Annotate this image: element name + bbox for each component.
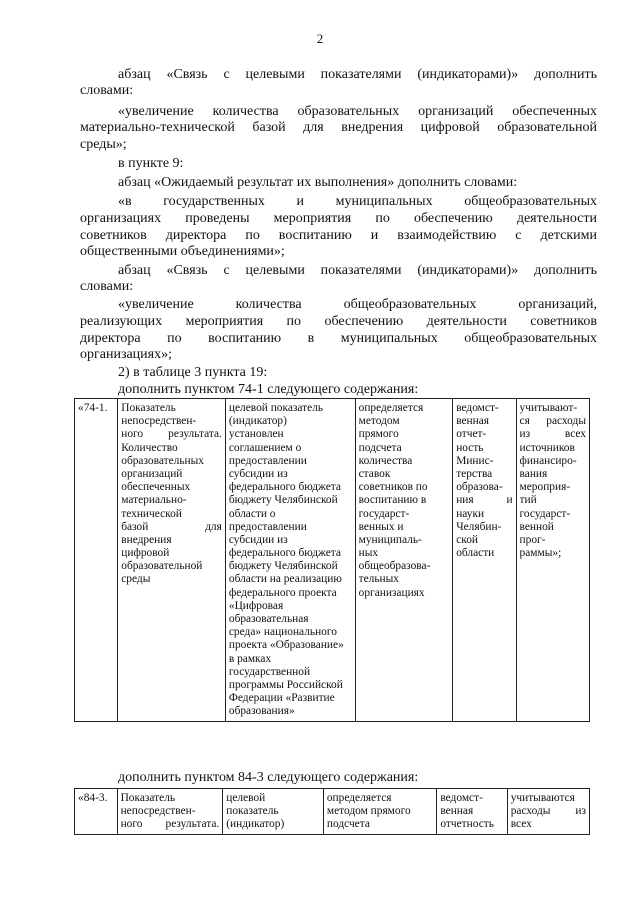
- cell-number: [75, 399, 118, 722]
- cell-line: федерального бюджета: [228, 481, 341, 494]
- cell-line: тий: [519, 494, 537, 507]
- cell-line: цифровой: [121, 547, 170, 560]
- cell-line: тельных: [358, 573, 399, 586]
- cell-line: Показатель: [121, 402, 176, 414]
- cell-line: прог-: [519, 533, 546, 546]
- cell-line: венная: [440, 805, 474, 818]
- cell-line: образовательной: [121, 560, 203, 573]
- text-line: словами:: [80, 279, 134, 294]
- heading-point-84-3: дополнить пунктом 84-3 следующего содержания:: [118, 770, 419, 785]
- cell-line: Федерации «Развитие: [228, 692, 335, 705]
- cell-line: непосредствен-: [120, 805, 196, 818]
- cell-line: бюджету Челябинской: [228, 494, 338, 507]
- table-point-84-3: [74, 788, 590, 835]
- cell-line: отчет-: [456, 428, 487, 441]
- cell-line: муниципаль-: [358, 533, 422, 546]
- cell-line: ного результата.: [120, 818, 220, 831]
- table-row: [75, 789, 590, 835]
- cell-line: учитывают-: [519, 402, 578, 414]
- cell-line: количества: [358, 454, 413, 467]
- page-number: 2: [316, 31, 324, 46]
- cell-line: среды: [121, 573, 151, 586]
- cell-line: предоставлении: [228, 520, 307, 533]
- cell-line: ния и: [456, 494, 513, 507]
- cell-line: отчетность: [440, 818, 494, 831]
- cell-line: науки: [456, 507, 485, 520]
- cell-line: в рамках: [228, 652, 272, 665]
- cell-line: ской: [456, 533, 478, 546]
- cell-line: области о: [228, 507, 276, 520]
- cell-line: государственной: [228, 665, 311, 678]
- text-line: организациях проведены мероприятия по обеспечению деятельности: [80, 211, 597, 226]
- table-row: [75, 399, 590, 722]
- cell-line: области на реализацию: [228, 573, 342, 586]
- cell-line: раммы»;: [519, 547, 562, 560]
- cell-line: программы Российской: [228, 678, 343, 691]
- cell-line: организациях: [358, 586, 425, 599]
- text-line: «увеличение количества образовательных организаций обеспеченных: [118, 104, 597, 119]
- cell-calc-method: [355, 399, 453, 722]
- cell-line: прямого: [358, 428, 399, 441]
- cell-line: субсидии из: [228, 533, 288, 546]
- cell-indicator-source: [225, 399, 355, 722]
- cell-line: Показатель: [120, 792, 176, 804]
- cell-line: воспитанию в: [358, 494, 427, 507]
- cell-line: целевой: [226, 792, 266, 804]
- cell-line: вания: [519, 467, 548, 480]
- cell-line: образовательная: [228, 613, 309, 625]
- text-line: реализующих мероприятия по обеспечению деятельности советников: [80, 314, 597, 329]
- cell-line: показатель: [226, 805, 279, 818]
- cell-line: Количество: [121, 441, 178, 454]
- text-line: в пункте 9:: [118, 156, 184, 171]
- cell-line: установлен: [228, 428, 284, 441]
- cell-line: учитываются: [510, 792, 575, 804]
- cell-line: федерального проекта: [228, 586, 337, 599]
- cell-line: ных: [358, 547, 379, 560]
- cell-line: методом прямого: [326, 805, 411, 818]
- cell-line: Челябин-: [456, 520, 502, 533]
- cell-indicator-name: [117, 789, 223, 835]
- cell-note: [516, 399, 589, 722]
- text-line: 2) в таблице 3 пункта 19:: [118, 365, 268, 380]
- cell-line: ность: [456, 441, 484, 454]
- text-line: словами:: [80, 83, 134, 98]
- text-line: советников директора по воспитанию и взаимодействию с детскими: [80, 228, 597, 243]
- cell-calc-method: [323, 789, 436, 835]
- cell-line: базой для: [121, 520, 222, 533]
- cell-line: предоставлении: [228, 454, 307, 467]
- cell-line: методом: [358, 415, 400, 428]
- cell-line: проекта «Образование»: [228, 639, 344, 652]
- cell-line: образова-: [456, 481, 503, 494]
- cell-line: внедрения: [121, 533, 172, 546]
- cell-line: федерального бюджета: [228, 547, 341, 560]
- cell-line: субсидии из: [228, 467, 288, 480]
- text-line: материально-технической базой для внедрения цифровой образовательной: [80, 120, 597, 135]
- text-line: среды»;: [80, 137, 127, 152]
- text-line: абзац «Ожидаемый результат их выполнения» дополнить словами:: [118, 175, 518, 190]
- cell-line: непосредствен-: [121, 415, 197, 428]
- text-line: организациях»;: [80, 347, 172, 362]
- cell-line: государст-: [519, 507, 571, 520]
- cell-line: области: [456, 547, 495, 560]
- cell-line: из всех: [519, 428, 586, 441]
- cell-line: расходы из: [510, 805, 586, 818]
- table-point-74-1: [74, 398, 590, 722]
- text-line: абзац «Связь с целевыми показателями (индикаторами)» дополнить: [118, 263, 597, 278]
- cell-line: подсчета: [326, 818, 370, 831]
- cell-line: венная: [456, 415, 490, 428]
- cell-line: источников: [519, 441, 575, 454]
- text-line: общественными объединениями»;: [80, 244, 285, 259]
- cell-line: обеспеченных: [121, 481, 191, 494]
- cell-line: всех: [510, 818, 532, 831]
- cell-indicator-name: [118, 399, 226, 722]
- cell-line: подсчета: [358, 441, 402, 454]
- cell-indicator-source: [223, 789, 324, 835]
- cell-line: целевой показатель: [228, 402, 324, 414]
- cell-line: ведомст-: [440, 792, 483, 804]
- cell-line: советников по: [358, 481, 428, 494]
- cell-line: «Цифровая: [228, 599, 284, 612]
- cell-note: [507, 789, 589, 835]
- cell-line: мероприя-: [519, 481, 571, 494]
- cell-line: венной: [519, 520, 554, 533]
- cell-line: определяется: [326, 792, 392, 804]
- text-line: «увеличение количества общеобразовательных организаций,: [118, 297, 597, 312]
- cell-report-source: [437, 789, 507, 835]
- cell-line: «74-1.: [78, 402, 108, 414]
- cell-report-source: [453, 399, 516, 722]
- cell-line: (индикатор): [226, 818, 285, 831]
- cell-line: определяется: [358, 402, 424, 414]
- cell-line: Минис-: [456, 454, 494, 467]
- cell-number: [75, 789, 118, 835]
- cell-line: «84-3.: [78, 792, 108, 804]
- cell-line: среда» национального: [228, 626, 337, 639]
- cell-line: соглашением о: [228, 441, 302, 454]
- cell-line: бюджету Челябинской: [228, 560, 338, 573]
- cell-line: (индикатор): [228, 415, 287, 428]
- cell-line: технической: [121, 507, 182, 520]
- cell-line: ставок: [358, 467, 391, 480]
- cell-line: терства: [456, 467, 493, 480]
- cell-line: государст-: [358, 507, 410, 520]
- cell-line: ного результата.: [121, 428, 222, 441]
- text-line: «в государственных и муниципальных общеобразовательных: [118, 194, 597, 209]
- cell-line: ведомст-: [456, 402, 499, 414]
- cell-line: образования»: [228, 705, 295, 718]
- cell-line: ся расходы: [519, 415, 586, 428]
- cell-line: общеобразова-: [358, 560, 431, 573]
- cell-line: организаций: [121, 467, 183, 480]
- text-line: дополнить пунктом 74-1 следующего содержания:: [118, 382, 419, 397]
- cell-line: образовательных: [121, 454, 204, 467]
- text-line: директора по воспитанию в муниципальных общеобразовательных: [80, 331, 597, 346]
- text-line: абзац «Связь с целевыми показателями (индикаторами)» дополнить: [118, 67, 597, 82]
- cell-line: материально-: [121, 494, 187, 507]
- cell-line: венных и: [358, 520, 404, 533]
- cell-line: финансиро-: [519, 454, 577, 467]
